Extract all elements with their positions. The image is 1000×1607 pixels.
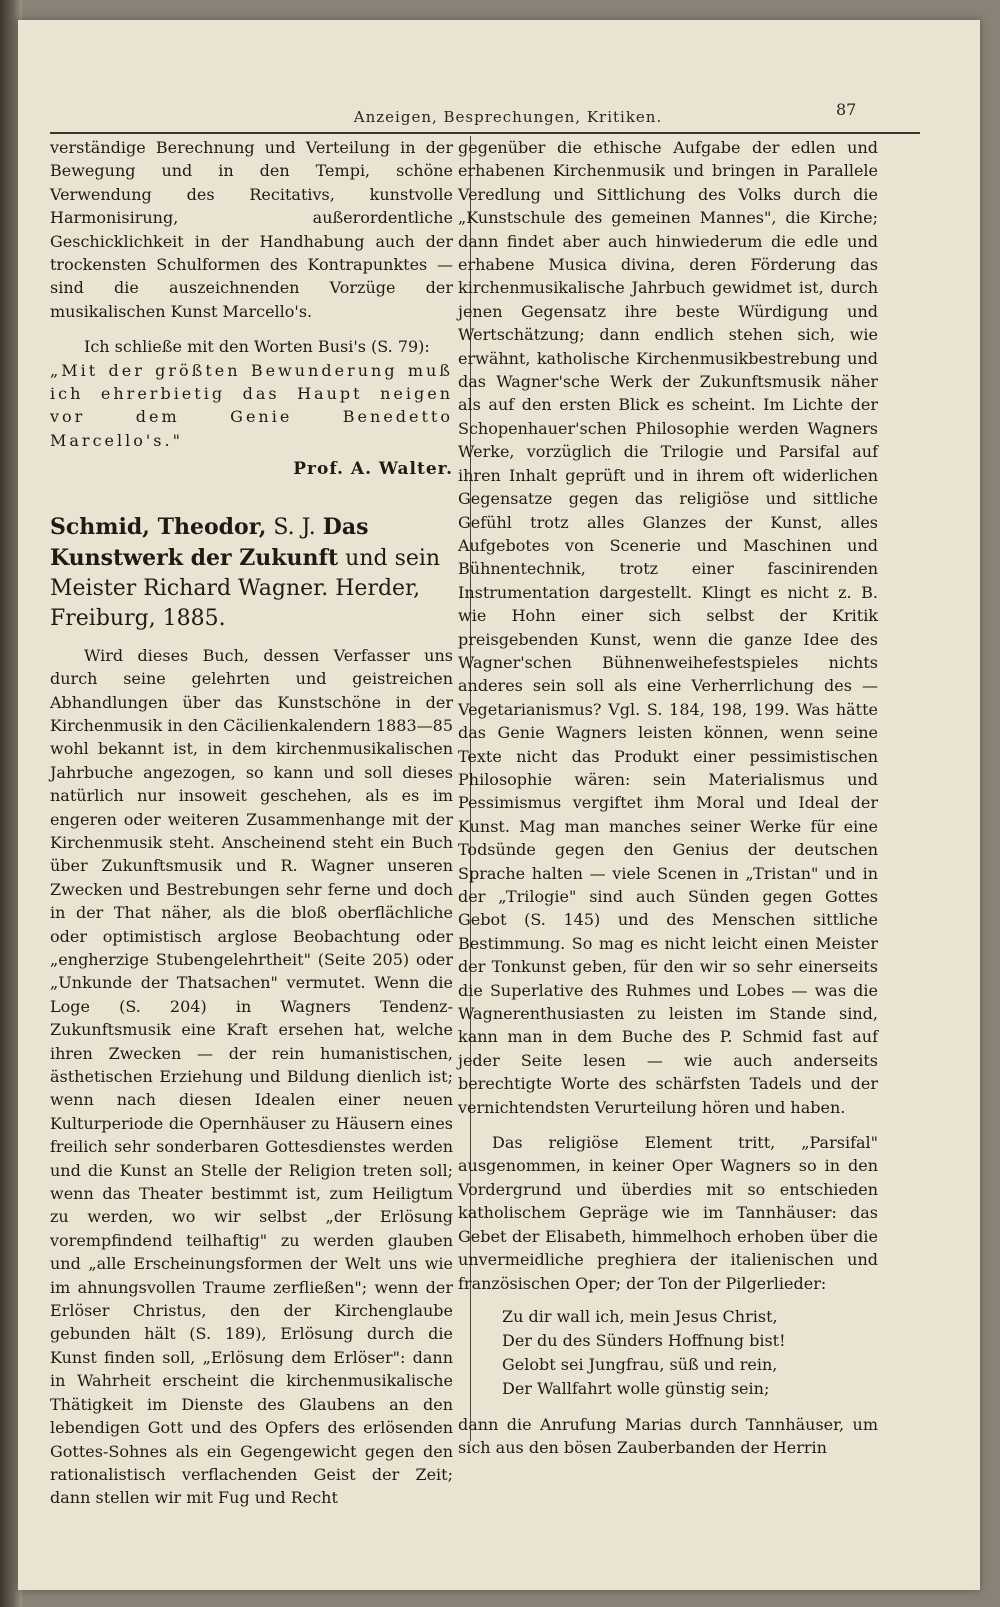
poem-line: Der Wallfahrt wolle günstig sein;: [502, 1378, 770, 1398]
closing-quote: „Mit der größten Bewunderung muß ich ehrerbietig das Haupt neigen vor dem Genie Benedetto Marcello's.": [50, 360, 453, 450]
header-rule: [50, 132, 920, 134]
right-column: [458, 136, 878, 1460]
paragraph: Das religiöse Element tritt, „Parsifal" ausgenommen, in keiner Oper Wagners so in den Vordergrund und überdies mit so entschieden katholischem Gepräge wie im Tannhäuser: das Gebet der Elisabeth, himmelhoch erhoben über die unvermeidliche preghiera der italienischen und französischen Oper; der Ton der Pilgerlieder:: [458, 1133, 878, 1293]
review-heading: [50, 512, 453, 634]
author-signature: Prof. A. Walter.: [293, 459, 453, 480]
poem-line: Der du des Sünders Hoffnung bist!: [502, 1330, 786, 1350]
poem-line: Gelobt sei Jungfrau, süß und rein,: [502, 1354, 778, 1374]
paragraph: gegenüber die ethische Aufgabe der edlen und erhabenen Kirchenmusik und bringen in Parallele Veredlung und Sittlichung des Volks durch die „Kunstschule des gemeinen Mannes", die Kirche; dann findet aber auch hinwiederum die edle und erhabene Musica divina, deren Förderung das kirchenmusikalische Jahrbuch gewidmet ist, durch jenen Gegensatz ihre beste Würdigung und Wertschätzung; dann endlich stehen sich, wie erwähnt, katholische Kirchenmusikbestrebung und das Wagner'sche Werk der Zukunftsmusik näher als auf den ersten Blick es scheint. Im Lichte der Schopenhauer'schen Philosophie werden Wagners Werke, vorzüglich die Trilogie und Parsifal auf ihren Inhalt geprüft und in ihrem oft widerlichen Gegensatze gegen das religiöse und sittliche Gefühl trotz alles Glanzes der Kunst, alles Aufgebotes von Scenerie und Maschinen und Bühnentechnik, trotz einer fascinirenden Instrumentation dargestellt. Klingt es nicht z. B. wie Hohn einer sich selbst der Kritik preisgebenden Kunst, wenn die ganze Idee des Wagner'schen Bühnenweihefestspieles nichts anderes sein soll als eine Verherrlichung des — Vegetarianismus? Vgl. S. 184, 198, 199. Was hätte das Genie Wagners leisten können, wenn seine Texte nicht das Produkt einer pessimistischen Philosophie wären: sein Materialismus und Pessimismus vergiftet ihm Moral und Ideal der Kunst. Mag man manches seiner Werke für eine Todsünde gegen den Genius der deutschen Sprache halten — viele Scenen in „Tristan" und in der „Trilogie" sind auch Sünden gegen Gottes Gebot (S. 145) und des Menschen sittliche Bestimmung. So mag es nicht leicht einen Meister der Tonkunst geben, für den wir so sehr einerseits die Superlative des Ruhmes und Lobes — was die Wagnerenthusiasten zu leisten im Stande sind, kann man in dem Buche des P. Schmid fast auf jeder Seite lesen — wie auch anderseits berechtigte Worte des schärfsten Tadels und der vernichtendsten Verurteilung hören und haben.: [458, 138, 878, 1117]
review-title: Das Kunstwerk der Zukunft: [50, 513, 369, 571]
paragraph: Wird dieses Buch, dessen Verfasser uns durch seine gelehrten und geistreichen Abhandlungen über das Kunstschöne in der Kirchenmusik in den Cäcilienkalendern 1883—85 wohl bekannt ist, in dem kirchenmusikalischen Jahrbuche angezogen, so kann und soll dieses natürlich nur insoweit geschehen, als es im engeren oder weiteren Zusammenhange mit der Kirchenmusik steht. Anscheinend steht ein Buch über Zukunftsmusik und R. Wagner unseren Zwecken und Bestrebungen sehr ferne und doch in der That näher, als die bloß oberflächliche oder optimistisch arglose Beobachtung oder „engherzige Stubengelehrtheit" (Seite 205) oder „Unkunde der Thatsachen" vermutet. Wenn die Loge (S. 204) in Wagners Tendenz-Zukunftsmusik eine Kraft ersehen hat, welche ihren Zwecken — der rein humanistischen, ästhetischen Erziehung und Bildung dienlich ist; wenn nach diesen Idealen einer neuen Kulturperiode die Opernhäuser zu Häusern eines freilich sehr sonderbaren Gottesdienstes werden und die Kunst an Stelle der Religion treten soll; wenn das Theater bestimmt ist, zum Heiligtum zu werden, wo wir selbst „der Erlösung vorempfindend teilhaftig" zu werden glauben und „alle Erscheinungsformen der Welt uns wie im ahnungsvollen Traume zerfließen"; wenn der Erlöser Christus, den der Kirchenglaube gebunden hält (S. 189), Erlösung durch die Kunst finden soll, „Erlösung dem Erlöser": dann in Wahrheit erscheint die kirchenmusikalische Thätigkeit im Dienste des Glaubens an den lebendigen Gott und des Opfers des erlösenden Gottes-Sohnes als ein Gegengewicht gegen den rationalistisch verflachenden Geist der Zeit; dann stellen wir mit Fug und Recht: [50, 645, 453, 1508]
running-title: Anzeigen, Besprechungen, Kritiken.: [353, 108, 663, 126]
left-column: [50, 136, 453, 1510]
page-header: [18, 84, 980, 124]
review-title-rest: und sein Meister Richard Wagner.: [50, 545, 441, 601]
review-author: Schmid, Theodor,: [50, 513, 267, 540]
page-number: 87: [836, 100, 857, 119]
book-page: [18, 20, 980, 1590]
review-order: S. J.: [273, 514, 316, 540]
poem-line: Zu dir wall ich, mein Jesus Christ,: [502, 1306, 778, 1326]
closing-intro: Ich schließe mit den Worten Busi's (S. 79):: [84, 337, 430, 357]
paragraph: verständige Berechnung und Verteilung in der Bewegung und in den Tempi, schöne Verwendung des Recitativs, kunstvolle Harmonisirung, außerordentliche Geschicklichkeit in der Handhabung auch der trockensten Schulformen des Kontrapunktes — sind die auszeichnenden Vorzüge der musikalischen Kunst Marcello's.: [50, 138, 453, 321]
paragraph: dann die Anrufung Marias durch Tannhäuser, um sich aus den bösen Zauberbanden der Herrin: [458, 1414, 878, 1458]
review-publisher: Herder, Freiburg, 1885.: [50, 575, 421, 631]
poem: [502, 1305, 878, 1401]
